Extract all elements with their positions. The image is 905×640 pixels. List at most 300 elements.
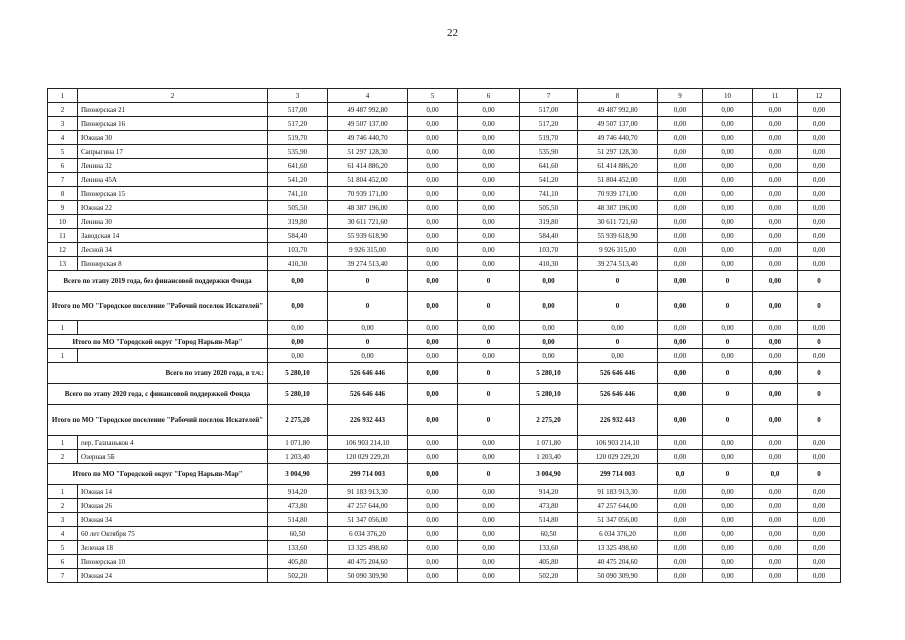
table-cell: 0,00	[658, 187, 703, 201]
table-cell: 0,00	[458, 215, 520, 229]
table-cell: 0	[798, 363, 841, 384]
table-cell: 0	[458, 464, 520, 485]
table-cell: 51 804 452,00	[328, 173, 408, 187]
table-cell: 133,60	[268, 541, 328, 555]
table-cell: 0,0	[753, 464, 798, 485]
table-cell: 49 746 440,70	[578, 131, 658, 145]
table-cell: 0,00	[798, 321, 841, 335]
table-cell: 0,00	[268, 335, 328, 349]
table-cell: Ленина 45А	[78, 173, 268, 187]
table-cell: 39 274 513,40	[328, 257, 408, 271]
table-cell: 0,00	[753, 405, 798, 436]
table-cell: 0,00	[408, 384, 458, 405]
table-cell: 0,00	[798, 257, 841, 271]
table-cell: 9	[658, 89, 703, 103]
table-cell: 0,00	[408, 335, 458, 349]
table-cell: 61 414 886,20	[578, 159, 658, 173]
table-cell: 0,00	[458, 145, 520, 159]
table-cell: 0,00	[703, 499, 753, 513]
table-cell: 0,00	[408, 145, 458, 159]
table-cell: 0,00	[658, 131, 703, 145]
table-cell: Итого по МО "Городское поселение "Рабочий поселок Искателей"	[48, 405, 268, 436]
table-cell: 0,00	[703, 450, 753, 464]
table-cell: 50 090 309,90	[328, 569, 408, 583]
table-cell: 1	[48, 485, 78, 499]
table-cell: 11	[48, 229, 78, 243]
table-cell: 0	[703, 405, 753, 436]
table-cell: 535,90	[268, 145, 328, 159]
table-cell: 0,00	[658, 349, 703, 363]
table-cell: 2	[48, 450, 78, 464]
table-cell: 0,00	[408, 499, 458, 513]
table-cell: 7	[48, 173, 78, 187]
table-cell: 0,00	[658, 103, 703, 117]
table-cell: 0,00	[658, 173, 703, 187]
table-cell: 517,00	[268, 103, 328, 117]
table-cell: 541,20	[520, 173, 578, 187]
table-cell: 5 280,10	[268, 363, 328, 384]
table-cell: 0,00	[753, 513, 798, 527]
table-row	[48, 229, 841, 243]
table-cell: 0,00	[703, 243, 753, 257]
table-cell: 517,00	[520, 103, 578, 117]
table-cell: 0,00	[408, 450, 458, 464]
table-cell: 1	[48, 436, 78, 450]
table-cell: Зеленая 18	[78, 541, 268, 555]
table-row	[48, 513, 841, 527]
table-cell: 1	[48, 349, 78, 363]
table-cell: 584,40	[268, 229, 328, 243]
table-cell: 12	[798, 89, 841, 103]
table-cell: 0	[458, 271, 520, 292]
table-cell: Южная 14	[78, 485, 268, 499]
table-cell: Ленина 32	[78, 159, 268, 173]
table-cell: 47 257 644,00	[578, 499, 658, 513]
table-total-row	[48, 292, 841, 321]
table-cell: 319,80	[268, 215, 328, 229]
table-cell: 0,00	[458, 555, 520, 569]
table-cell: 0,00	[520, 292, 578, 321]
table-cell: 4	[328, 89, 408, 103]
table-cell: 49 507 137,00	[328, 117, 408, 131]
table-row	[48, 173, 841, 187]
table-cell: 7	[48, 569, 78, 583]
table-cell: 0,00	[408, 405, 458, 436]
table-cell: 0,00	[408, 464, 458, 485]
table-cell: 517,20	[268, 117, 328, 131]
table-cell: 0,00	[703, 257, 753, 271]
table-row	[48, 349, 841, 363]
table-cell: 0,00	[658, 450, 703, 464]
table-row	[48, 103, 841, 117]
table-cell: 0,00	[408, 513, 458, 527]
table-cell: Южная 30	[78, 131, 268, 145]
table-cell: 0,00	[328, 321, 408, 335]
table-cell: 51 297 128,30	[578, 145, 658, 159]
table-cell: 48 387 196,00	[578, 201, 658, 215]
table-total-row	[48, 271, 841, 292]
table-cell: 5 280,10	[268, 384, 328, 405]
table-cell: 405,80	[520, 555, 578, 569]
table-row	[48, 499, 841, 513]
table-cell: 0,00	[753, 229, 798, 243]
table-cell: Пионерская 8	[78, 257, 268, 271]
table-cell: 0,00	[703, 569, 753, 583]
table-cell: 473,80	[520, 499, 578, 513]
table-cell: 0,00	[798, 527, 841, 541]
table-cell: 0	[703, 363, 753, 384]
table-cell: 0,00	[798, 229, 841, 243]
table-cell: 0,00	[753, 257, 798, 271]
table-cell: 0,00	[753, 499, 798, 513]
table-cell: 48 387 196,00	[328, 201, 408, 215]
table-cell: 0,00	[703, 513, 753, 527]
table-cell: 0,00	[658, 201, 703, 215]
table-cell: Южная 22	[78, 201, 268, 215]
table-cell: 0,00	[658, 271, 703, 292]
table-cell: 0	[458, 363, 520, 384]
table-cell: 541,20	[268, 173, 328, 187]
table-cell: 0,00	[458, 229, 520, 243]
table-cell: 741,10	[268, 187, 328, 201]
table-cell: 2	[48, 499, 78, 513]
table-cell: 584,40	[520, 229, 578, 243]
table-cell: 0,00	[458, 349, 520, 363]
table-cell: 0,00	[408, 257, 458, 271]
table-cell: 514,80	[520, 513, 578, 527]
table-cell: 519,70	[268, 131, 328, 145]
table-cell: 0,00	[753, 271, 798, 292]
table-cell: Всего по этапу 2019 года, без финансовой поддержки Фонда	[48, 271, 268, 292]
table-cell: 0,00	[798, 201, 841, 215]
table-cell: 120 029 229,20	[328, 450, 408, 464]
table-cell: 0,00	[753, 321, 798, 335]
table-cell: 0,00	[458, 321, 520, 335]
table-cell: 0,00	[753, 384, 798, 405]
table-row	[48, 131, 841, 145]
table-cell: 0,00	[520, 335, 578, 349]
table-cell: 55 939 618,90	[578, 229, 658, 243]
table-cell: 0,00	[703, 145, 753, 159]
table-cell: 1	[48, 321, 78, 335]
table-cell: 3	[268, 89, 328, 103]
table-body	[48, 89, 841, 583]
table-cell: 0,00	[268, 271, 328, 292]
table-cell: 10	[703, 89, 753, 103]
table-cell: 0,00	[798, 499, 841, 513]
table-cell: 0,00	[658, 555, 703, 569]
table-cell: 0,0	[658, 464, 703, 485]
table-row	[48, 450, 841, 464]
table-cell: 0,00	[703, 103, 753, 117]
table-cell: 502,20	[520, 569, 578, 583]
table-cell: 103,70	[520, 243, 578, 257]
table-cell: 0	[458, 405, 520, 436]
table-cell: 0	[798, 335, 841, 349]
table-cell: 61 414 886,20	[328, 159, 408, 173]
table-cell: 226 932 443	[578, 405, 658, 436]
table-row	[48, 201, 841, 215]
table-cell: 2 275,20	[268, 405, 328, 436]
table-cell: 13 325 498,60	[578, 541, 658, 555]
table-cell: 0,00	[408, 436, 458, 450]
table-cell: 9 926 315,00	[578, 243, 658, 257]
table-cell: 0,00	[408, 215, 458, 229]
table-cell: Озерная 5Б	[78, 450, 268, 464]
table-cell: 0,00	[458, 527, 520, 541]
table-cell: 0,00	[703, 485, 753, 499]
table-cell: 0,00	[703, 555, 753, 569]
table-cell: 0,00	[658, 541, 703, 555]
table-cell: 0	[328, 271, 408, 292]
table-cell: 51 804 452,00	[578, 173, 658, 187]
table-cell: 30 611 721,60	[328, 215, 408, 229]
table-cell: 0,00	[798, 555, 841, 569]
table-cell: 1 071,80	[520, 436, 578, 450]
table-cell: 0,00	[408, 485, 458, 499]
table-cell: 0,00	[658, 436, 703, 450]
table-cell: 0,00	[458, 131, 520, 145]
table-cell: 519,70	[520, 131, 578, 145]
table-cell: 0,00	[703, 349, 753, 363]
table-cell: 914,20	[268, 485, 328, 499]
table-cell: 299 714 003	[328, 464, 408, 485]
table-cell: Пионерская 21	[78, 103, 268, 117]
table-cell: 49 507 137,00	[578, 117, 658, 131]
table-cell: 5 280,10	[520, 363, 578, 384]
table-cell: 0,00	[408, 527, 458, 541]
table-cell: 1	[48, 89, 78, 103]
table-cell: 0,00	[798, 131, 841, 145]
table-cell: 526 646 446	[578, 363, 658, 384]
table-cell: 106 903 214,10	[328, 436, 408, 450]
table-cell: 514,80	[268, 513, 328, 527]
table-cell: 0,00	[798, 569, 841, 583]
table-cell: 0,00	[798, 450, 841, 464]
table-cell: Пионерская 16	[78, 117, 268, 131]
table-cell: пер. Газпаньков 4	[78, 436, 268, 450]
table-cell: 0,00	[753, 569, 798, 583]
table-cell: 0,00	[408, 321, 458, 335]
table-cell: 641,60	[268, 159, 328, 173]
table-cell: 0,00	[658, 513, 703, 527]
table-cell: 6	[458, 89, 520, 103]
table-cell: 60,50	[520, 527, 578, 541]
table-cell: Сапрыгина 17	[78, 145, 268, 159]
table-cell: 0,00	[658, 485, 703, 499]
table-cell: 0,00	[458, 499, 520, 513]
table-cell: 505,50	[268, 201, 328, 215]
table-cell: 0,00	[753, 541, 798, 555]
table-cell: 914,20	[520, 485, 578, 499]
table-cell: 0,00	[408, 117, 458, 131]
table-cell: 0	[703, 271, 753, 292]
table-cell: Итого по МО "Городское поселение "Рабочий поселок Искателей"	[48, 292, 268, 321]
table-cell: 0,00	[798, 349, 841, 363]
table-total-row	[48, 464, 841, 485]
table-cell: 0,00	[798, 187, 841, 201]
table-cell: 49 487 992,80	[328, 103, 408, 117]
table-cell: Пионерская 15	[78, 187, 268, 201]
table-cell: 49 487 992,80	[578, 103, 658, 117]
table-cell: 11	[753, 89, 798, 103]
table-cell: 3	[48, 117, 78, 131]
table-cell: 5 280,10	[520, 384, 578, 405]
table-cell: 0,00	[458, 173, 520, 187]
table-cell: 0	[703, 384, 753, 405]
table-cell: 405,80	[268, 555, 328, 569]
table-cell: 0,00	[703, 201, 753, 215]
table-row	[48, 527, 841, 541]
table-cell: Всего по этапу 2020 года, в т.ч.:	[48, 363, 268, 384]
table-cell: 0,00	[753, 555, 798, 569]
housing-table	[47, 88, 841, 583]
table-cell: 0,00	[753, 335, 798, 349]
table-cell: Южная 34	[78, 513, 268, 527]
table-total-row	[48, 335, 841, 349]
table-cell: 60,50	[268, 527, 328, 541]
table-cell: 0,00	[408, 569, 458, 583]
table-cell: 0,00	[458, 569, 520, 583]
table-cell: 6 034 376,20	[578, 527, 658, 541]
table-cell: 0,00	[658, 145, 703, 159]
table-cell: 0,00	[408, 555, 458, 569]
table-cell: 0,00	[753, 363, 798, 384]
table-cell: 4	[48, 527, 78, 541]
table-cell: 106 903 214,10	[578, 436, 658, 450]
table-cell: 0,00	[703, 541, 753, 555]
table-cell: 0	[578, 292, 658, 321]
table-cell: 0	[458, 335, 520, 349]
table-cell: Пионерская 10	[78, 555, 268, 569]
table-cell: 91 183 913,30	[578, 485, 658, 499]
table-cell: 0,00	[458, 257, 520, 271]
table-cell: 0,00	[753, 292, 798, 321]
table-cell: 0,00	[408, 173, 458, 187]
table-cell: 0,00	[520, 271, 578, 292]
table-cell: 6	[48, 159, 78, 173]
table-cell: 0,00	[658, 527, 703, 541]
table-cell: 0,00	[458, 243, 520, 257]
table-cell: 0	[578, 335, 658, 349]
table-row	[48, 485, 841, 499]
table-cell: Всего по этапу 2020 года, с финансовой поддержкой Фонда	[48, 384, 268, 405]
table-cell: 0	[703, 464, 753, 485]
table-cell: 0,00	[658, 215, 703, 229]
table-cell: 39 274 513,40	[578, 257, 658, 271]
table-cell: 0,00	[658, 499, 703, 513]
table-cell: 535,90	[520, 145, 578, 159]
table-cell: 526 646 446	[328, 363, 408, 384]
table-cell: 60 лет Октября 75	[78, 527, 268, 541]
table-cell: 0,00	[753, 243, 798, 257]
table-cell: 0,00	[753, 201, 798, 215]
table-cell: 0,00	[458, 485, 520, 499]
table-row	[48, 187, 841, 201]
table-cell: 7	[520, 89, 578, 103]
table-cell: 0,00	[328, 349, 408, 363]
table-cell: 13	[48, 257, 78, 271]
table-cell: 0,00	[753, 527, 798, 541]
table-cell: 6 034 376,20	[328, 527, 408, 541]
table-cell: 0,00	[408, 349, 458, 363]
table-cell: 0,00	[458, 450, 520, 464]
table-cell: 5	[408, 89, 458, 103]
table-cell: 10	[48, 215, 78, 229]
table-cell: 0	[328, 292, 408, 321]
table-cell: 8	[578, 89, 658, 103]
table-cell: 0	[798, 464, 841, 485]
table-cell: 103,70	[268, 243, 328, 257]
table-cell: 0	[798, 292, 841, 321]
table-cell: 40 475 204,60	[328, 555, 408, 569]
table-cell: 0,00	[703, 187, 753, 201]
table-cell: 0,00	[408, 103, 458, 117]
table-cell: 0,00	[658, 384, 703, 405]
table-row	[48, 541, 841, 555]
table-cell: 0,00	[408, 131, 458, 145]
table-cell: 0,00	[458, 513, 520, 527]
table-cell: 0,00	[798, 159, 841, 173]
table-cell: 3 004,90	[268, 464, 328, 485]
table-cell: 0,00	[703, 229, 753, 243]
table-cell: 0,00	[753, 159, 798, 173]
table-cell: 0,00	[658, 229, 703, 243]
table-cell: 13 325 498,60	[328, 541, 408, 555]
table-cell: 0,00	[408, 243, 458, 257]
table-row	[48, 321, 841, 335]
table-cell: 70 939 171,00	[578, 187, 658, 201]
table-cell: 641,60	[520, 159, 578, 173]
table-cell: 0,00	[753, 103, 798, 117]
table-cell: 6	[48, 555, 78, 569]
table-cell: Итого по МО "Городской округ "Город Нарьян-Мар"	[48, 335, 268, 349]
table-cell: 133,60	[520, 541, 578, 555]
table-cell: 410,30	[520, 257, 578, 271]
table-cell: 0	[798, 271, 841, 292]
table-cell: 0,00	[753, 117, 798, 131]
table-cell: 410,30	[268, 257, 328, 271]
table-cell: 12	[48, 243, 78, 257]
table-cell: 0,00	[458, 201, 520, 215]
table-cell: 47 257 644,00	[328, 499, 408, 513]
table-row	[48, 243, 841, 257]
table-cell: 0,00	[753, 349, 798, 363]
table-cell: 741,10	[520, 187, 578, 201]
table-cell: 2	[48, 103, 78, 117]
table-cell: 0,00	[753, 131, 798, 145]
table-cell: 0,00	[798, 485, 841, 499]
table-cell: 502,20	[268, 569, 328, 583]
table-cell: 0,00	[268, 349, 328, 363]
table-cell: 1 203,40	[268, 450, 328, 464]
table-cell: 0,00	[703, 527, 753, 541]
table-cell: 0,00	[520, 321, 578, 335]
table-cell: 517,20	[520, 117, 578, 131]
table-total-row	[48, 405, 841, 436]
table-total-row	[48, 363, 841, 384]
table-cell: 0	[798, 405, 841, 436]
table-cell: 91 183 913,30	[328, 485, 408, 499]
table-cell: 0,00	[408, 363, 458, 384]
table-cell: 51 347 056,00	[328, 513, 408, 527]
table-cell: Заводская 14	[78, 229, 268, 243]
table-cell: Ленина 30	[78, 215, 268, 229]
table-cell: 0,00	[798, 173, 841, 187]
table-cell: 0,00	[458, 187, 520, 201]
table-cell: 0	[703, 335, 753, 349]
table-row	[48, 215, 841, 229]
